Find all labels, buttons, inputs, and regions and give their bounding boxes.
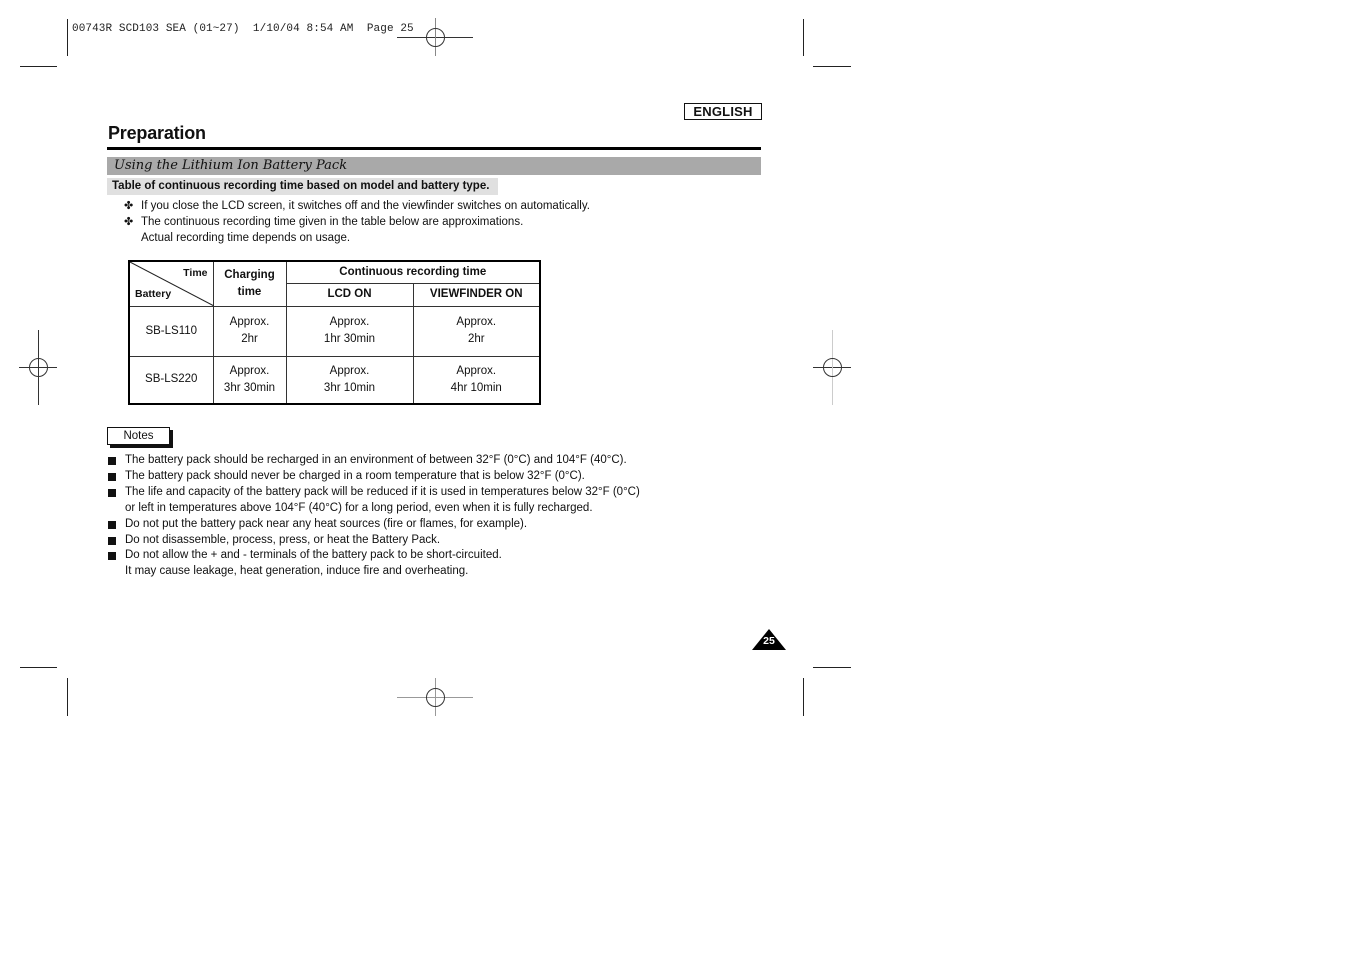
corner-label-battery: Battery bbox=[135, 287, 172, 300]
registration-mark-bottom bbox=[397, 678, 473, 716]
crop-mark-top-left-vertical bbox=[67, 19, 68, 56]
square-bullet-icon bbox=[108, 537, 116, 545]
intro-item: ✤ If you close the LCD screen, it switches off and the viewfinder switches on automatically. bbox=[124, 200, 590, 212]
continuous-recording-header: Continuous recording time bbox=[286, 261, 540, 283]
battery-cell: SB-LS220 bbox=[129, 356, 213, 404]
crop-mark-bottom-right-vertical bbox=[803, 678, 804, 716]
section-heading: Using the Lithium Ion Battery Pack bbox=[114, 158, 348, 173]
crop-mark-top-right-horizontal bbox=[813, 66, 851, 67]
square-bullet-icon bbox=[108, 473, 116, 481]
language-badge: ENGLISH bbox=[684, 103, 762, 120]
page-number-badge bbox=[752, 629, 786, 650]
note-item: Do not allow the + and - terminals of the battery pack to be short-circuited. It may cause leakage, heat generation, induce fire and overheating. bbox=[108, 548, 640, 580]
lcd-cell: Approx. 3hr 10min bbox=[286, 356, 413, 404]
notes-label: Notes bbox=[107, 427, 170, 445]
viewfinder-cell: Approx. 4hr 10min bbox=[413, 356, 540, 404]
table-row bbox=[129, 306, 540, 356]
square-bullet-icon bbox=[108, 552, 116, 560]
crop-mark-bottom-left-horizontal bbox=[20, 667, 57, 668]
recording-time-table bbox=[128, 260, 541, 405]
note-item: The life and capacity of the battery pack will be reduced if it is used in temperatures below 32°F (0°C) or left in temperatures above 104°F (40°C) for a long period, even when it is fully recharged. bbox=[108, 485, 640, 517]
table-row bbox=[129, 356, 540, 404]
crop-mark-bottom-right-horizontal bbox=[813, 667, 851, 668]
printer-slug: 00743R SCD103 SEA (01~27) 1/10/04 8:54 AM Page 25 bbox=[72, 23, 414, 35]
square-bullet-icon bbox=[108, 521, 116, 529]
cross-bullet-icon: ✤ bbox=[124, 200, 134, 212]
note-item: Do not put the battery pack near any heat sources (fire or flames, for example). bbox=[108, 517, 640, 533]
section-heading-bar bbox=[107, 157, 761, 175]
corner-label-time: Time bbox=[183, 267, 208, 279]
intro-item-continuation: Actual recording time depends on usage. bbox=[141, 232, 351, 244]
note-item: The battery pack should never be charged in a room temperature that is below 32°F (0°C). bbox=[108, 469, 640, 485]
registration-mark-right bbox=[813, 330, 851, 405]
subheading: Table of continuous recording time based on model and battery type. bbox=[112, 180, 490, 192]
page-title: Preparation bbox=[108, 123, 206, 143]
charging-cell: Approx. 3hr 30min bbox=[213, 356, 286, 404]
charging-cell: Approx. 2hr bbox=[213, 306, 286, 356]
corner-header-cell bbox=[129, 261, 213, 306]
registration-mark-left bbox=[19, 330, 57, 405]
intro-item: ✤ The continuous recording time given in the table below are approximations. bbox=[124, 216, 524, 228]
notes-list bbox=[108, 453, 640, 580]
subheading-bar bbox=[107, 178, 498, 195]
crop-mark-bottom-left-vertical bbox=[67, 678, 68, 716]
lcd-cell: Approx. 1hr 30min bbox=[286, 306, 413, 356]
crop-mark-top-right-vertical bbox=[803, 19, 804, 56]
page-number: 25 bbox=[763, 635, 775, 647]
square-bullet-icon bbox=[108, 457, 116, 465]
note-item: Do not disassemble, process, press, or heat the Battery Pack. bbox=[108, 533, 640, 549]
lcd-on-header: LCD ON bbox=[286, 283, 413, 306]
charging-time-header: Charging time bbox=[213, 261, 286, 306]
viewfinder-on-header: VIEWFINDER ON bbox=[413, 283, 540, 306]
cross-bullet-icon: ✤ bbox=[124, 216, 134, 228]
viewfinder-cell: Approx. 2hr bbox=[413, 306, 540, 356]
crop-mark-top-left-horizontal bbox=[20, 66, 57, 67]
title-rule bbox=[107, 147, 761, 150]
square-bullet-icon bbox=[108, 489, 116, 497]
battery-cell: SB-LS110 bbox=[129, 306, 213, 356]
note-item: The battery pack should be recharged in an environment of between 32°F (0°C) and 104°F (40°C). bbox=[108, 453, 640, 469]
